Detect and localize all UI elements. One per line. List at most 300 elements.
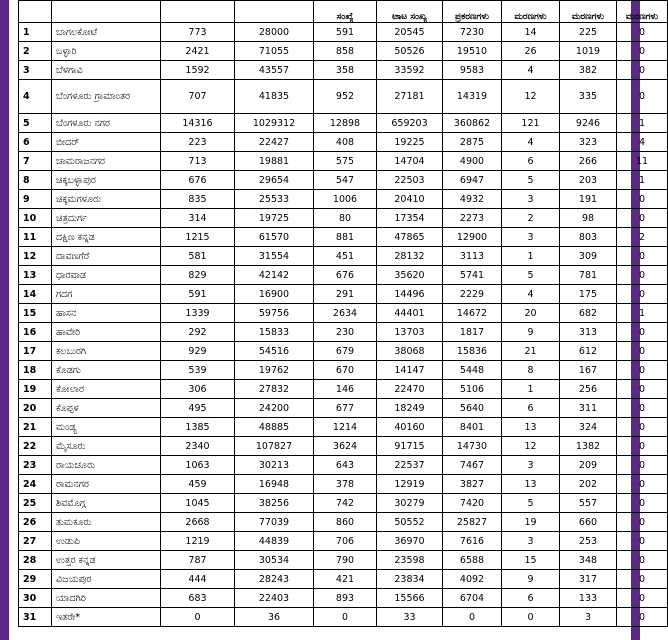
district-name-cell: ಇತರೇ* [52,608,161,627]
value-cell: 22427 [235,133,314,152]
value-cell: 713 [161,152,235,171]
table-row [19,532,668,551]
value-cell: 2634 [314,304,377,323]
district-name-cell: ಬಳ್ಳಾರಿ [52,42,161,61]
serial-number-cell: 13 [19,266,52,285]
value-cell: 4 [502,61,560,80]
value-cell: 0 [617,380,668,399]
value-cell: 4900 [443,152,502,171]
value-cell: 17354 [377,209,443,228]
district-name-cell: ಮಂಡ್ಯ [52,418,161,437]
value-cell: 15 [502,551,560,570]
value-cell: 9 [502,323,560,342]
value-cell: 7230 [443,23,502,42]
table-row [19,342,668,361]
value-cell: 20 [502,304,560,323]
value-cell: 209 [560,456,617,475]
value-cell: 91715 [377,437,443,456]
value-cell: 30279 [377,494,443,513]
value-cell: 14316 [161,114,235,133]
value-cell: 23834 [377,570,443,589]
value-cell: 0 [617,475,668,494]
header-cell: ಮರಣಗಳು [560,1,617,23]
value-cell: 803 [560,228,617,247]
serial-number-cell: 28 [19,551,52,570]
value-cell: 323 [560,133,617,152]
value-cell: 1817 [443,323,502,342]
value-cell: 256 [560,380,617,399]
header-cell [161,1,235,23]
value-cell: 13703 [377,323,443,342]
value-cell: 14704 [377,152,443,171]
header-cell: ಟಾಟ ಸಂಖ್ಯ [377,1,443,23]
value-cell: 682 [560,304,617,323]
value-cell: 952 [314,80,377,114]
value-cell: 1029312 [235,114,314,133]
value-cell: 881 [314,228,377,247]
value-cell: 790 [314,551,377,570]
value-cell: 3113 [443,247,502,266]
value-cell: 5640 [443,399,502,418]
value-cell: 309 [560,247,617,266]
value-cell: 13 [502,475,560,494]
district-name-cell: ಕೊಡಗು [52,361,161,380]
value-cell: 324 [560,418,617,437]
table-row [19,361,668,380]
value-cell: 6704 [443,589,502,608]
table-row [19,551,668,570]
table-row [19,494,668,513]
table-row [19,304,668,323]
value-cell: 0 [617,494,668,513]
value-cell: 378 [314,475,377,494]
serial-number-cell: 5 [19,114,52,133]
serial-number-cell: 29 [19,570,52,589]
value-cell: 0 [617,399,668,418]
district-name-cell: ತುಮಕೂರು [52,513,161,532]
value-cell: 0 [617,456,668,475]
table-row [19,285,668,304]
value-cell: 25827 [443,513,502,532]
value-cell: 16900 [235,285,314,304]
value-cell: 28000 [235,23,314,42]
value-cell: 8401 [443,418,502,437]
value-cell: 44401 [377,304,443,323]
value-cell: 31554 [235,247,314,266]
serial-number-cell: 20 [19,399,52,418]
table-row [19,589,668,608]
value-cell: 311 [560,399,617,418]
value-cell: 6 [502,589,560,608]
district-name-cell: ಕಲಬುರಗಿ [52,342,161,361]
value-cell: 253 [560,532,617,551]
value-cell: 12 [502,437,560,456]
table-row [19,190,668,209]
value-cell: 22503 [377,171,443,190]
value-cell: 7616 [443,532,502,551]
value-cell: 1385 [161,418,235,437]
table-row [19,456,668,475]
value-cell: 1006 [314,190,377,209]
value-cell: 29654 [235,171,314,190]
value-cell: 27181 [377,80,443,114]
serial-number-cell: 15 [19,304,52,323]
value-cell: 18249 [377,399,443,418]
value-cell: 495 [161,399,235,418]
header-cell [19,1,52,23]
value-cell: 50552 [377,513,443,532]
value-cell: 19225 [377,133,443,152]
value-cell: 36 [235,608,314,627]
value-cell: 9 [502,570,560,589]
value-cell: 3 [502,456,560,475]
value-cell: 5 [502,494,560,513]
value-cell: 12900 [443,228,502,247]
district-name-cell: ಗದಗ [52,285,161,304]
district-name-cell: ಚಿಕ್ಕಬಳ್ಳಾಪುರ [52,171,161,190]
value-cell: 22537 [377,456,443,475]
value-cell: 167 [560,361,617,380]
value-cell: 0 [617,190,668,209]
value-cell: 0 [617,551,668,570]
table-row [19,209,668,228]
value-cell: 6588 [443,551,502,570]
district-name-cell: ವಿಜಯಪುರ [52,570,161,589]
value-cell: 292 [161,323,235,342]
table-row [19,418,668,437]
value-cell: 202 [560,475,617,494]
value-cell: 3827 [443,475,502,494]
district-name-cell: ಬೆಳಗಾವಿ [52,61,161,80]
value-cell: 2668 [161,513,235,532]
value-cell: 1019 [560,42,617,61]
value-cell: 787 [161,551,235,570]
value-cell: 12919 [377,475,443,494]
value-cell: 707 [161,80,235,114]
value-cell: 348 [560,551,617,570]
value-cell: 0 [617,209,668,228]
value-cell: 43557 [235,61,314,80]
value-cell: 0 [617,42,668,61]
district-name-cell: ದಕ್ಷಿಣ ಕನ್ನಡ [52,228,161,247]
table-row [19,114,668,133]
value-cell: 6 [502,152,560,171]
value-cell: 0 [617,418,668,437]
value-cell: 706 [314,532,377,551]
value-cell: 0 [161,608,235,627]
value-cell: 1 [502,380,560,399]
district-data-table [18,0,668,627]
value-cell: 13 [502,418,560,437]
value-cell: 80 [314,209,377,228]
value-cell: 679 [314,342,377,361]
value-cell: 19 [502,513,560,532]
value-cell: 670 [314,361,377,380]
value-cell: 0 [617,437,668,456]
value-cell: 2273 [443,209,502,228]
value-cell: 5741 [443,266,502,285]
value-cell: 643 [314,456,377,475]
serial-number-cell: 12 [19,247,52,266]
table-row [19,42,668,61]
value-cell: 24200 [235,399,314,418]
serial-number-cell: 25 [19,494,52,513]
serial-number-cell: 16 [19,323,52,342]
district-name-cell: ಚಿಕ್ಕಮಗಳೂರು [52,190,161,209]
value-cell: 3 [502,532,560,551]
value-cell: 16948 [235,475,314,494]
serial-number-cell: 23 [19,456,52,475]
value-cell: 14147 [377,361,443,380]
value-cell: 1 [617,171,668,190]
table-row [19,570,668,589]
header-cell [52,1,161,23]
value-cell: 0 [617,285,668,304]
value-cell: 314 [161,209,235,228]
serial-number-cell: 8 [19,171,52,190]
value-cell: 175 [560,285,617,304]
header-cell [235,1,314,23]
value-cell: 4 [617,133,668,152]
value-cell: 15833 [235,323,314,342]
value-cell: 459 [161,475,235,494]
value-cell: 36970 [377,532,443,551]
value-cell: 1219 [161,532,235,551]
value-cell: 581 [161,247,235,266]
value-cell: 33 [377,608,443,627]
value-cell: 858 [314,42,377,61]
serial-number-cell: 21 [19,418,52,437]
value-cell: 547 [314,171,377,190]
district-name-cell: ಕೋಲಾರ [52,380,161,399]
table-row [19,247,668,266]
value-cell: 3624 [314,437,377,456]
district-name-cell: ರಾಯಚೂರು [52,456,161,475]
header-cell: ಸಂಖ್ಯೆ [314,1,377,23]
value-cell: 860 [314,513,377,532]
value-cell: 0 [617,513,668,532]
value-cell: 335 [560,80,617,114]
value-cell: 1215 [161,228,235,247]
value-cell: 9246 [560,114,617,133]
table-row [19,380,668,399]
value-cell: 835 [161,190,235,209]
value-cell: 0 [502,608,560,627]
value-cell: 3 [502,228,560,247]
table-row [19,80,668,114]
value-cell: 557 [560,494,617,513]
value-cell: 444 [161,570,235,589]
table-row [19,266,668,285]
value-cell: 30534 [235,551,314,570]
district-name-cell: ಉಡುಪಿ [52,532,161,551]
value-cell: 9583 [443,61,502,80]
header-cell: ಪ್ರಕರಣಗಳು [443,1,502,23]
value-cell: 12898 [314,114,377,133]
value-cell: 421 [314,570,377,589]
value-cell: 11 [617,152,668,171]
value-cell: 26 [502,42,560,61]
value-cell: 5 [502,171,560,190]
value-cell: 1339 [161,304,235,323]
value-cell: 0 [617,247,668,266]
value-cell: 14496 [377,285,443,304]
header-cell: ಮರಣಗಳು [617,1,668,23]
district-name-cell: ಚಿತ್ರದುರ್ಗ [52,209,161,228]
value-cell: 71055 [235,42,314,61]
table-row [19,475,668,494]
district-name-cell: ಧಾರವಾಡ [52,266,161,285]
value-cell: 0 [617,323,668,342]
serial-number-cell: 9 [19,190,52,209]
value-cell: 23598 [377,551,443,570]
value-cell: 15566 [377,589,443,608]
value-cell: 612 [560,342,617,361]
value-cell: 6 [502,399,560,418]
district-name-cell: ಹಾವೇರಿ [52,323,161,342]
value-cell: 0 [617,61,668,80]
value-cell: 360862 [443,114,502,133]
value-cell: 4 [502,133,560,152]
value-cell: 22403 [235,589,314,608]
district-name-cell: ಹಾಸನ [52,304,161,323]
value-cell: 0 [443,608,502,627]
value-cell: 19725 [235,209,314,228]
value-cell: 829 [161,266,235,285]
value-cell: 2421 [161,42,235,61]
serial-number-cell: 3 [19,61,52,80]
value-cell: 20545 [377,23,443,42]
value-cell: 14730 [443,437,502,456]
table-row [19,513,668,532]
value-cell: 1214 [314,418,377,437]
serial-number-cell: 27 [19,532,52,551]
value-cell: 98 [560,209,617,228]
value-cell: 660 [560,513,617,532]
value-cell: 313 [560,323,617,342]
value-cell: 742 [314,494,377,513]
value-cell: 1 [502,247,560,266]
value-cell: 358 [314,61,377,80]
value-cell: 1382 [560,437,617,456]
value-cell: 683 [161,589,235,608]
value-cell: 4932 [443,190,502,209]
table-row [19,133,668,152]
value-cell: 20410 [377,190,443,209]
serial-number-cell: 22 [19,437,52,456]
table-row [19,23,668,42]
value-cell: 659203 [377,114,443,133]
value-cell: 6947 [443,171,502,190]
value-cell: 382 [560,61,617,80]
value-cell: 677 [314,399,377,418]
value-cell: 27832 [235,380,314,399]
value-cell: 773 [161,23,235,42]
value-cell: 12 [502,80,560,114]
value-cell: 2 [617,228,668,247]
value-cell: 2875 [443,133,502,152]
value-cell: 1063 [161,456,235,475]
serial-number-cell: 24 [19,475,52,494]
value-cell: 575 [314,152,377,171]
serial-number-cell: 1 [19,23,52,42]
value-cell: 14319 [443,80,502,114]
value-cell: 28132 [377,247,443,266]
value-cell: 146 [314,380,377,399]
value-cell: 3 [560,608,617,627]
value-cell: 42142 [235,266,314,285]
value-cell: 4 [502,285,560,304]
value-cell: 591 [314,23,377,42]
value-cell: 223 [161,133,235,152]
value-cell: 41835 [235,80,314,114]
value-cell: 50526 [377,42,443,61]
value-cell: 33592 [377,61,443,80]
value-cell: 14672 [443,304,502,323]
value-cell: 0 [617,608,668,627]
value-cell: 61570 [235,228,314,247]
district-name-cell: ಯಾದಗಿರಿ [52,589,161,608]
serial-number-cell: 19 [19,380,52,399]
value-cell: 30213 [235,456,314,475]
value-cell: 19881 [235,152,314,171]
value-cell: 1045 [161,494,235,513]
value-cell: 0 [617,23,668,42]
value-cell: 19762 [235,361,314,380]
serial-number-cell: 7 [19,152,52,171]
value-cell: 0 [617,361,668,380]
value-cell: 5 [502,266,560,285]
serial-number-cell: 17 [19,342,52,361]
serial-number-cell: 2 [19,42,52,61]
value-cell: 1592 [161,61,235,80]
value-cell: 44839 [235,532,314,551]
value-cell: 107827 [235,437,314,456]
value-cell: 14 [502,23,560,42]
value-cell: 0 [314,608,377,627]
serial-number-cell: 4 [19,80,52,114]
value-cell: 28243 [235,570,314,589]
value-cell: 133 [560,589,617,608]
value-cell: 7420 [443,494,502,513]
table-row [19,171,668,190]
value-cell: 0 [617,80,668,114]
value-cell: 266 [560,152,617,171]
district-name-cell: ಬಾಗಲಕೋಟೆ [52,23,161,42]
table-body [19,23,668,627]
value-cell: 317 [560,570,617,589]
serial-number-cell: 30 [19,589,52,608]
value-cell: 21 [502,342,560,361]
value-cell: 781 [560,266,617,285]
value-cell: 48885 [235,418,314,437]
value-cell: 0 [617,589,668,608]
value-cell: 929 [161,342,235,361]
value-cell: 1 [617,114,668,133]
value-cell: 893 [314,589,377,608]
table-row [19,152,668,171]
serial-number-cell: 14 [19,285,52,304]
district-name-cell: ದಾವಣಗೆರೆ [52,247,161,266]
value-cell: 38068 [377,342,443,361]
value-cell: 2229 [443,285,502,304]
value-cell: 3 [502,190,560,209]
value-cell: 408 [314,133,377,152]
value-cell: 5106 [443,380,502,399]
table-row [19,323,668,342]
value-cell: 451 [314,247,377,266]
value-cell: 0 [617,266,668,285]
